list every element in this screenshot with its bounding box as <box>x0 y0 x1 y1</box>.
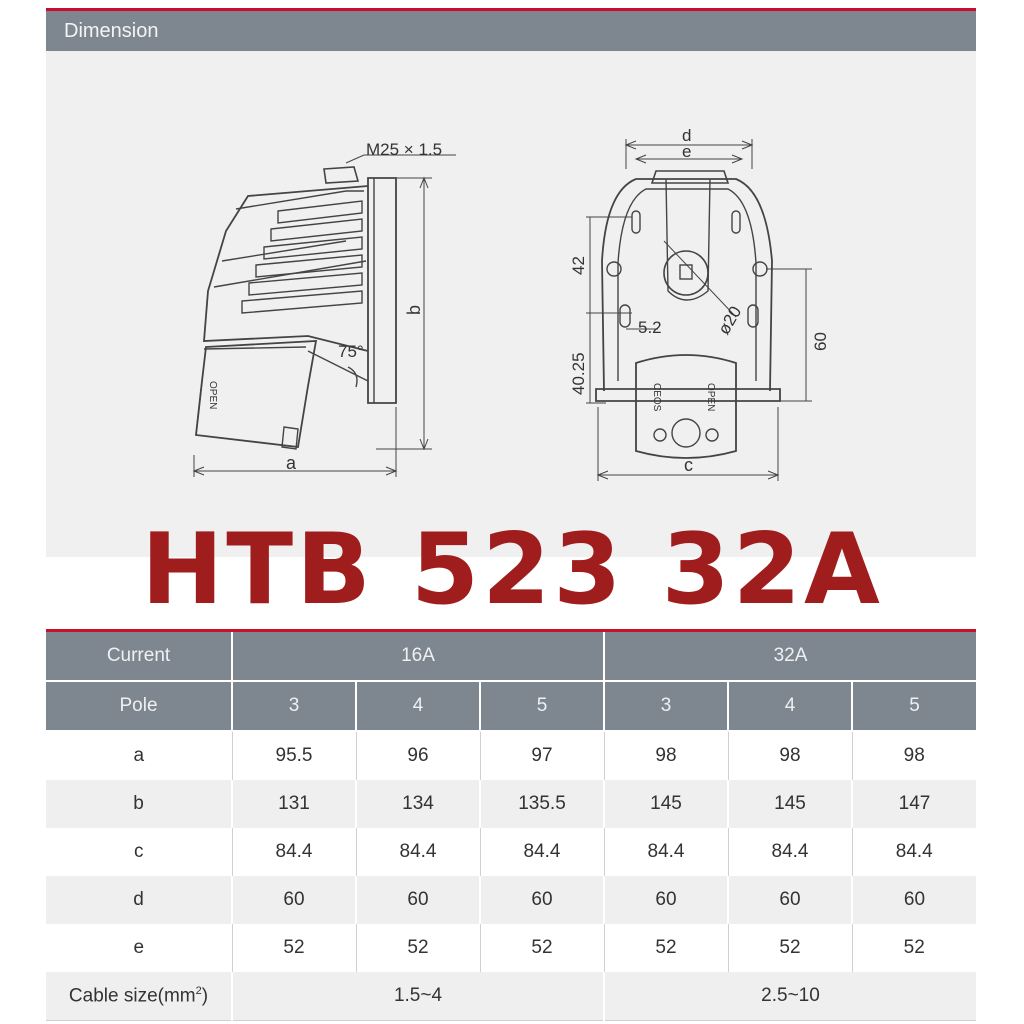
cable-size-label-sup: 2 <box>195 984 202 997</box>
pole-cell: 4 <box>356 681 480 731</box>
table-cell: 60 <box>852 876 976 924</box>
cable-size-16a: 1.5~4 <box>232 972 604 1021</box>
pole-cell: 3 <box>604 681 728 731</box>
label-60: 60 <box>811 332 830 351</box>
table-row-b <box>46 780 976 828</box>
table-cell: 84.4 <box>232 828 356 876</box>
table-cell: 60 <box>356 876 480 924</box>
table-row-cable-size <box>46 972 976 1021</box>
table-cell: 98 <box>728 731 852 780</box>
pole-header: Pole <box>46 681 232 731</box>
dimension-drawing <box>46 51 976 557</box>
label-thread: M25 × 1.5 <box>366 140 443 159</box>
table-cell: 135.5 <box>480 780 604 828</box>
front-view <box>586 139 812 481</box>
label-5-2: 5.2 <box>638 318 662 337</box>
cable-size-label <box>46 972 232 1021</box>
table-cell: 95.5 <box>232 731 356 780</box>
label-angle: 75° <box>338 342 364 361</box>
table-cell: 52 <box>604 924 728 972</box>
table-cell: 60 <box>232 876 356 924</box>
table-cell: 96 <box>356 731 480 780</box>
row-label: e <box>46 924 232 972</box>
table-row-c <box>46 828 976 876</box>
table-cell: 60 <box>604 876 728 924</box>
table-cell: 97 <box>480 731 604 780</box>
table-cell: 84.4 <box>852 828 976 876</box>
current-16a: 16A <box>232 632 604 681</box>
table-cell: 84.4 <box>356 828 480 876</box>
table-cell: 60 <box>728 876 852 924</box>
label-42: 42 <box>569 256 588 275</box>
table-cell: 98 <box>852 731 976 780</box>
label-e: e <box>682 142 692 161</box>
pole-cell: 3 <box>232 681 356 731</box>
label-open-side: OPEN <box>207 381 218 410</box>
label-ceos: CEOS <box>651 383 662 412</box>
current-header: Current <box>46 632 232 681</box>
table-cell: 52 <box>232 924 356 972</box>
pole-cell: 4 <box>728 681 852 731</box>
cable-size-32a: 2.5~10 <box>604 972 976 1021</box>
table-cell: 98 <box>604 731 728 780</box>
dimension-table <box>46 632 976 1021</box>
label-a: a <box>286 453 297 473</box>
table-cell: 145 <box>604 780 728 828</box>
table-cell: 145 <box>728 780 852 828</box>
technical-drawing <box>46 51 976 557</box>
table-cell: 84.4 <box>480 828 604 876</box>
table-cell: 52 <box>480 924 604 972</box>
row-label: c <box>46 828 232 876</box>
table-cell: 84.4 <box>604 828 728 876</box>
section-title: Dimension <box>64 20 159 42</box>
row-label: d <box>46 876 232 924</box>
table-cell: 147 <box>852 780 976 828</box>
table-row-a <box>46 731 976 780</box>
label-d: d <box>682 126 692 145</box>
pole-cell: 5 <box>852 681 976 731</box>
table-cell: 52 <box>728 924 852 972</box>
row-label: a <box>46 731 232 780</box>
table-cell: 60 <box>480 876 604 924</box>
label-b: b <box>404 304 424 315</box>
table-cell: 52 <box>852 924 976 972</box>
table-cell: 134 <box>356 780 480 828</box>
table-row-e <box>46 924 976 972</box>
current-32a: 32A <box>604 632 976 681</box>
table-cell: 52 <box>356 924 480 972</box>
label-c: c <box>684 455 693 475</box>
label-dia-20: ø20 <box>714 302 746 338</box>
pole-row <box>46 681 976 731</box>
row-label: b <box>46 780 232 828</box>
cable-size-label-text: Cable size(mm <box>68 985 196 1007</box>
cable-size-label-end: ) <box>201 985 209 1007</box>
side-view <box>194 155 456 477</box>
label-open-front: OPEN <box>705 383 716 412</box>
section-header <box>46 11 976 51</box>
table-cell: 84.4 <box>728 828 852 876</box>
table-row-d <box>46 876 976 924</box>
table-cell: 131 <box>232 780 356 828</box>
product-title: HTB 523 32A <box>141 513 883 627</box>
label-40-25: 40.25 <box>569 352 588 395</box>
pole-cell: 5 <box>480 681 604 731</box>
current-row <box>46 632 976 681</box>
